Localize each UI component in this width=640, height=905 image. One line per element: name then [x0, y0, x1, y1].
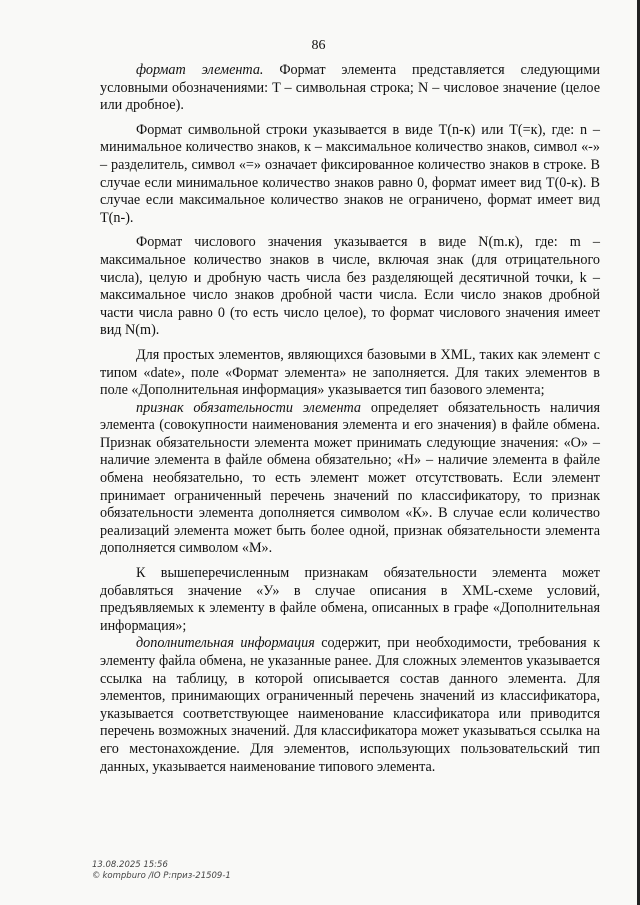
term-format: формат элемента.: [136, 62, 264, 78]
paragraph-condition: [100, 565, 600, 635]
term-additional-info: дополнительная информация: [136, 635, 315, 652]
footer-source-line: [92, 871, 231, 882]
paragraph-format: [100, 62, 600, 115]
paragraph-text: К вышеперечисленным признакам обязательности элемента может добавляться значение «У» в случае описания в XML-схеме условий, предъявляемых к элементу в файле обмена, описанных в графе «Дополнительная информация»;: [100, 565, 600, 634]
paragraph-text: Формат символьной строки указывается в виде T(n-к) или T(=к), где: n – минимальное количество знаков, к – максимальное количество знаков, символ «-» – разделитель, символ «=» означает фиксированное количество знаков в строке. В случае если минимальное количество знаков равно 0, формат имеет вид T(0-к). В случае если максимальное количество знаков не ограничено, формат имеет вид T(n-).: [100, 121, 600, 226]
copyright-icon: ©: [92, 871, 101, 881]
page-number: 86: [311, 38, 326, 53]
term-obligation: признак обязательности элемента: [136, 399, 362, 416]
paragraph-text: Формат числового значения указывается в виде N(m.к), где: m – максимальное количество знаков в числе, включая знак (для отрицательного числа), целую и дробную часть числа без разделяющей десятичной точки, k – максимальное число знаков дробной части числа. Если число знаков дробной части числа равно 0 (то есть число целое), то формат числового значения имеет вид N(m).: [100, 234, 600, 339]
page-body: [100, 62, 600, 776]
footer-stamp: [92, 860, 231, 882]
footer-source: kompburo /IO Р:приз-21509-1: [102, 871, 231, 881]
paragraph-simple-elements: [100, 347, 600, 400]
paragraph-string-format: [100, 122, 600, 228]
paragraph-text: Формат элемента представляется следующими условными обозначениями: T – символьная строка; N – числовое значение (целое или дробное).: [100, 62, 600, 114]
paragraph-text: содержит, при необходимости, требования к элементу файла обмена, не указанные ранее. Для сложных элементов указывается ссылка на таблицу, в которой описывается состав данного элемента. Для элементов, принимающих ограниченный перечень значений из классификатора, указывается соответствующее наименование классификатора или приводится перечень возможных значений. Для классификатора может указываться ссылка на его местонахождение. Для элементов, использующих пользовательский тип данных, указывается наименование типового элемента.: [100, 635, 600, 775]
paragraph-obligation: [100, 400, 600, 558]
paragraph-text: определяет обязательность наличия элемента (совокупности наименования элемента и его значения) в файле обмена. Признак обязательности элемента может принимать следующие значения: «О» – наличие элемента в файле обмена обязательно; «Н» – наличие элемента в файле обмена необязательно, то есть элемент может отсутствовать. Если элемент принимает ограниченный перечень значений по классификатору, то признак обязательности элемента дополняется символом «К». В случае если количество реализаций элемента может быть более одной, признак обязательности элемента дополняется символом «М».: [100, 399, 600, 557]
paragraph-additional-info: [100, 635, 600, 776]
footer-timestamp: 13.08.2025 15:56: [92, 860, 168, 870]
paragraph-numeric-format: [100, 234, 600, 340]
paragraph-text: Для простых элементов, являющихся базовыми в XML, таких как элемент с типом «date», поле «Формат элемента» не заполняется. Для таких элементов в поле «Дополнительная информация» указывается тип базового элемента;: [100, 346, 600, 399]
